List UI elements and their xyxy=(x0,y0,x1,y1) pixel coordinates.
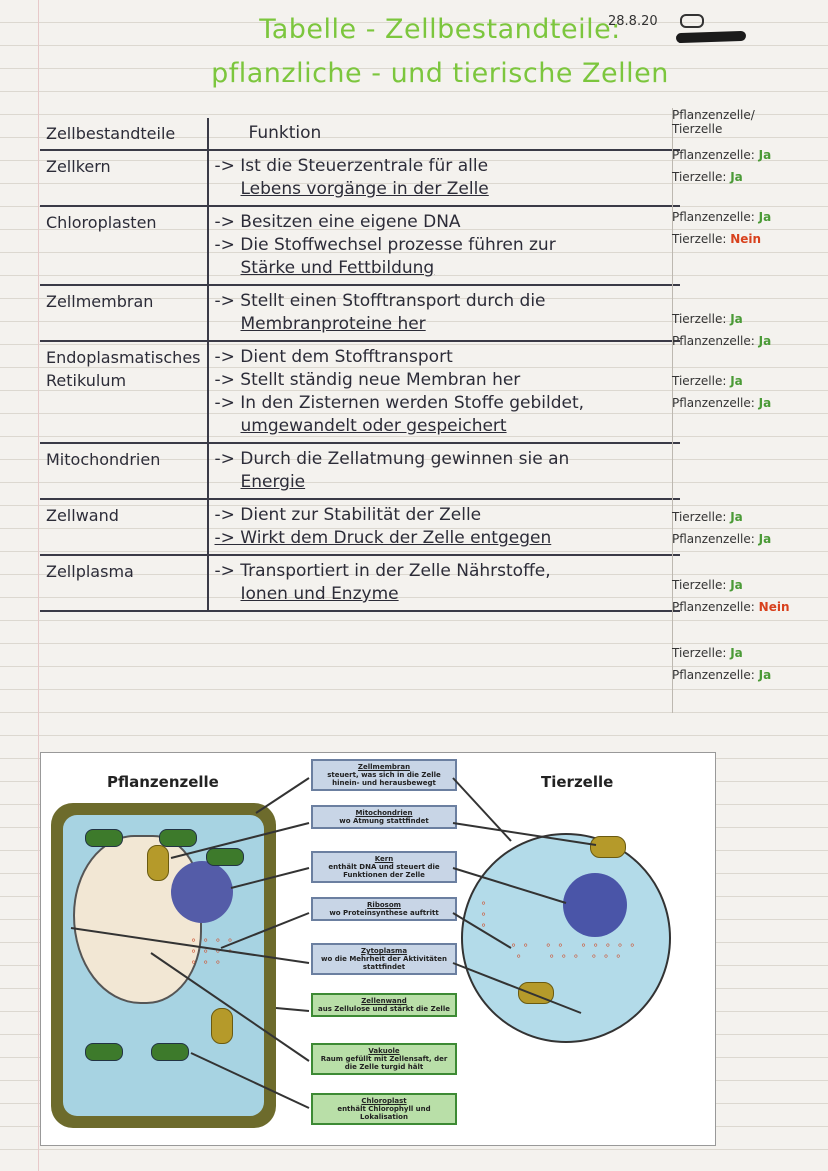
page-subtitle: pflanzliche - und tierische Zellen xyxy=(211,58,669,89)
function-line: -> In den Zisternen werden Stoffe gebildet, xyxy=(214,393,585,413)
presence-cell xyxy=(672,370,812,414)
presence-value: Ja xyxy=(758,148,772,162)
function-line: -> Stellt ständig neue Membran her xyxy=(214,370,521,390)
function-line: Membranproteine her xyxy=(240,314,426,334)
row-name: Endoplasmatisches Retikulum xyxy=(40,341,208,443)
presence-header-text: Pflanzenzelle/ Tierzelle xyxy=(672,108,755,136)
row-name: Zellmembran xyxy=(40,285,208,341)
box-title: Chloroplast xyxy=(361,1097,407,1105)
arrow-line xyxy=(453,963,581,1013)
function-line: umgewandelt oder gespeichert xyxy=(240,416,507,436)
box-title: Zytoplasma xyxy=(360,947,408,955)
function-line: Stärke und Fettbildung xyxy=(240,258,435,278)
presence-value: Ja xyxy=(758,334,772,348)
plant-cell-label: Pflanzenzelle xyxy=(107,773,219,791)
animal-cell-label: Tierzelle xyxy=(541,773,614,791)
arrow-line xyxy=(171,823,309,858)
arrow-line xyxy=(221,913,309,948)
row-name: Zellwand xyxy=(40,499,208,555)
blacked-out-name xyxy=(676,31,746,43)
margin-line xyxy=(38,0,39,1171)
presence-label: Pflanzenzelle: xyxy=(672,668,755,682)
presence-cell xyxy=(672,642,812,686)
box-title: Mitochondrien xyxy=(355,809,413,817)
presence-cell xyxy=(672,506,812,550)
row-name: Zellkern xyxy=(40,150,208,206)
box-text: aus Zellulose und stärkt die Zelle xyxy=(318,1005,450,1013)
presence-label: Tierzelle: xyxy=(672,510,727,524)
presence-label: Tierzelle: xyxy=(672,312,727,326)
table-row xyxy=(40,341,680,443)
function-line: -> Dient dem Stofftransport xyxy=(214,347,453,367)
row-function xyxy=(208,150,681,206)
presence-value: Ja xyxy=(730,510,743,524)
presence-value: Ja xyxy=(758,210,772,224)
box-title: Zellmembran xyxy=(357,763,411,771)
presence-label: Tierzelle: xyxy=(672,646,727,660)
function-line: -> Ist die Steuerzentrale für alle xyxy=(214,156,489,176)
row-function xyxy=(208,443,681,499)
function-line: -> Die Stoffwechsel prozesse führen zur xyxy=(214,235,556,255)
presence-value: Nein xyxy=(730,232,762,246)
cell-diagram xyxy=(40,752,716,1146)
presence-label: Pflanzenzelle: xyxy=(672,148,755,162)
presence-label: Pflanzenzelle: xyxy=(672,532,755,546)
box-text: enthält Chlorophyll und Lokalisation xyxy=(337,1105,431,1121)
ribosome-dots: ° ° ° ° ° ° ° ° xyxy=(511,943,581,965)
box-title: Kern xyxy=(374,855,394,863)
row-function xyxy=(208,206,681,285)
presence-label: Tierzelle: xyxy=(672,578,727,592)
row-function xyxy=(208,285,681,341)
box-text: enthält DNA und steuert die Funktionen der Zelle xyxy=(328,863,440,879)
box-text: Raum gefüllt mit Zellensaft, der die Zelle turgid hält xyxy=(320,1055,448,1071)
table-row xyxy=(40,285,680,341)
table-row xyxy=(40,150,680,206)
presence-value: Ja xyxy=(758,668,772,682)
presence-value: Ja xyxy=(730,374,743,388)
row-function xyxy=(208,341,681,443)
box-text: wo Atmung stattfindet xyxy=(339,817,429,825)
arrow-line xyxy=(453,823,596,845)
row-function xyxy=(208,499,681,555)
arrow-line xyxy=(276,1008,309,1011)
function-line: -> Transportiert in der Zelle Nährstoffe, xyxy=(214,561,551,581)
presence-cell xyxy=(672,574,812,618)
row-name: Chloroplasten xyxy=(40,206,208,285)
table-header-row xyxy=(40,118,680,150)
scribble-mark xyxy=(680,14,704,28)
presence-value: Ja xyxy=(730,312,743,326)
presence-value: Ja xyxy=(730,170,743,184)
presence-value: Ja xyxy=(730,578,743,592)
box-title: Ribosom xyxy=(367,901,401,909)
presence-value: Ja xyxy=(758,532,772,546)
date-label: 28.8.20 xyxy=(608,14,658,29)
presence-cell xyxy=(672,144,812,188)
ribosome-dots: ° ° ° ° ° ° ° ° xyxy=(581,943,637,965)
function-line: Ionen und Enzyme xyxy=(240,584,399,604)
row-name: Zellplasma xyxy=(40,555,208,611)
function-line: -> Durch die Zellatmung gewinnen sie an xyxy=(214,449,570,469)
presence-label: Pflanzenzelle: xyxy=(672,396,755,410)
table-row xyxy=(40,499,680,555)
diagram-arrows xyxy=(41,753,715,1145)
arrow-line xyxy=(453,868,566,903)
page-title: Tabelle - Zellbestandteile: xyxy=(259,14,621,45)
box-title: Zellenwand xyxy=(361,997,407,1005)
function-line: -> Wirkt dem Druck der Zelle entgegen xyxy=(214,528,552,548)
arrow-line xyxy=(453,913,511,948)
arrow-line xyxy=(256,778,309,813)
presence-header xyxy=(672,108,812,136)
function-line: Lebens vorgänge in der Zelle xyxy=(240,179,489,199)
presence-cell xyxy=(672,206,812,250)
presence-label: Tierzelle: xyxy=(672,170,727,184)
presence-label: Pflanzenzelle: xyxy=(672,600,755,614)
box-text: wo Proteinsynthese auftritt xyxy=(329,909,439,917)
row-function xyxy=(208,555,681,611)
function-line: -> Stellt einen Stofftransport durch die xyxy=(214,291,546,311)
presence-label: Pflanzenzelle: xyxy=(672,334,755,348)
table-row xyxy=(40,206,680,285)
arrow-line xyxy=(71,928,309,963)
presence-value: Ja xyxy=(730,646,743,660)
function-line: -> Dient zur Stabilität der Zelle xyxy=(214,505,482,525)
function-line: Energie xyxy=(240,472,306,492)
header-component: Zellbestandteile xyxy=(40,118,208,150)
box-text: steuert, was sich in die Zelle hinein- und herausbewegt xyxy=(327,771,441,787)
presence-label: Tierzelle: xyxy=(672,374,727,388)
arrow-line xyxy=(151,953,309,1061)
box-title: Vakuole xyxy=(368,1047,400,1055)
presence-value: Ja xyxy=(758,396,772,410)
header-function: Funktion xyxy=(208,118,681,150)
table-row xyxy=(40,443,680,499)
box-text: wo die Mehrheit der Aktivitäten stattfindet xyxy=(321,955,447,971)
ribosome-dots: ° ° ° xyxy=(481,901,488,934)
presence-label: Pflanzenzelle: xyxy=(672,210,755,224)
arrow-line xyxy=(191,1053,309,1108)
arrow-line xyxy=(231,868,309,888)
table-row xyxy=(40,555,680,611)
presence-cell xyxy=(672,308,812,352)
row-name: Mitochondrien xyxy=(40,443,208,499)
presence-label: Tierzelle: xyxy=(672,232,727,246)
cell-components-table xyxy=(40,118,680,612)
function-line: -> Besitzen eine eigene DNA xyxy=(214,212,461,232)
ribosome-dots: ° ° ° ° ° ° ° ° ° ° ° xyxy=(191,938,235,971)
presence-value: Nein xyxy=(758,600,790,614)
